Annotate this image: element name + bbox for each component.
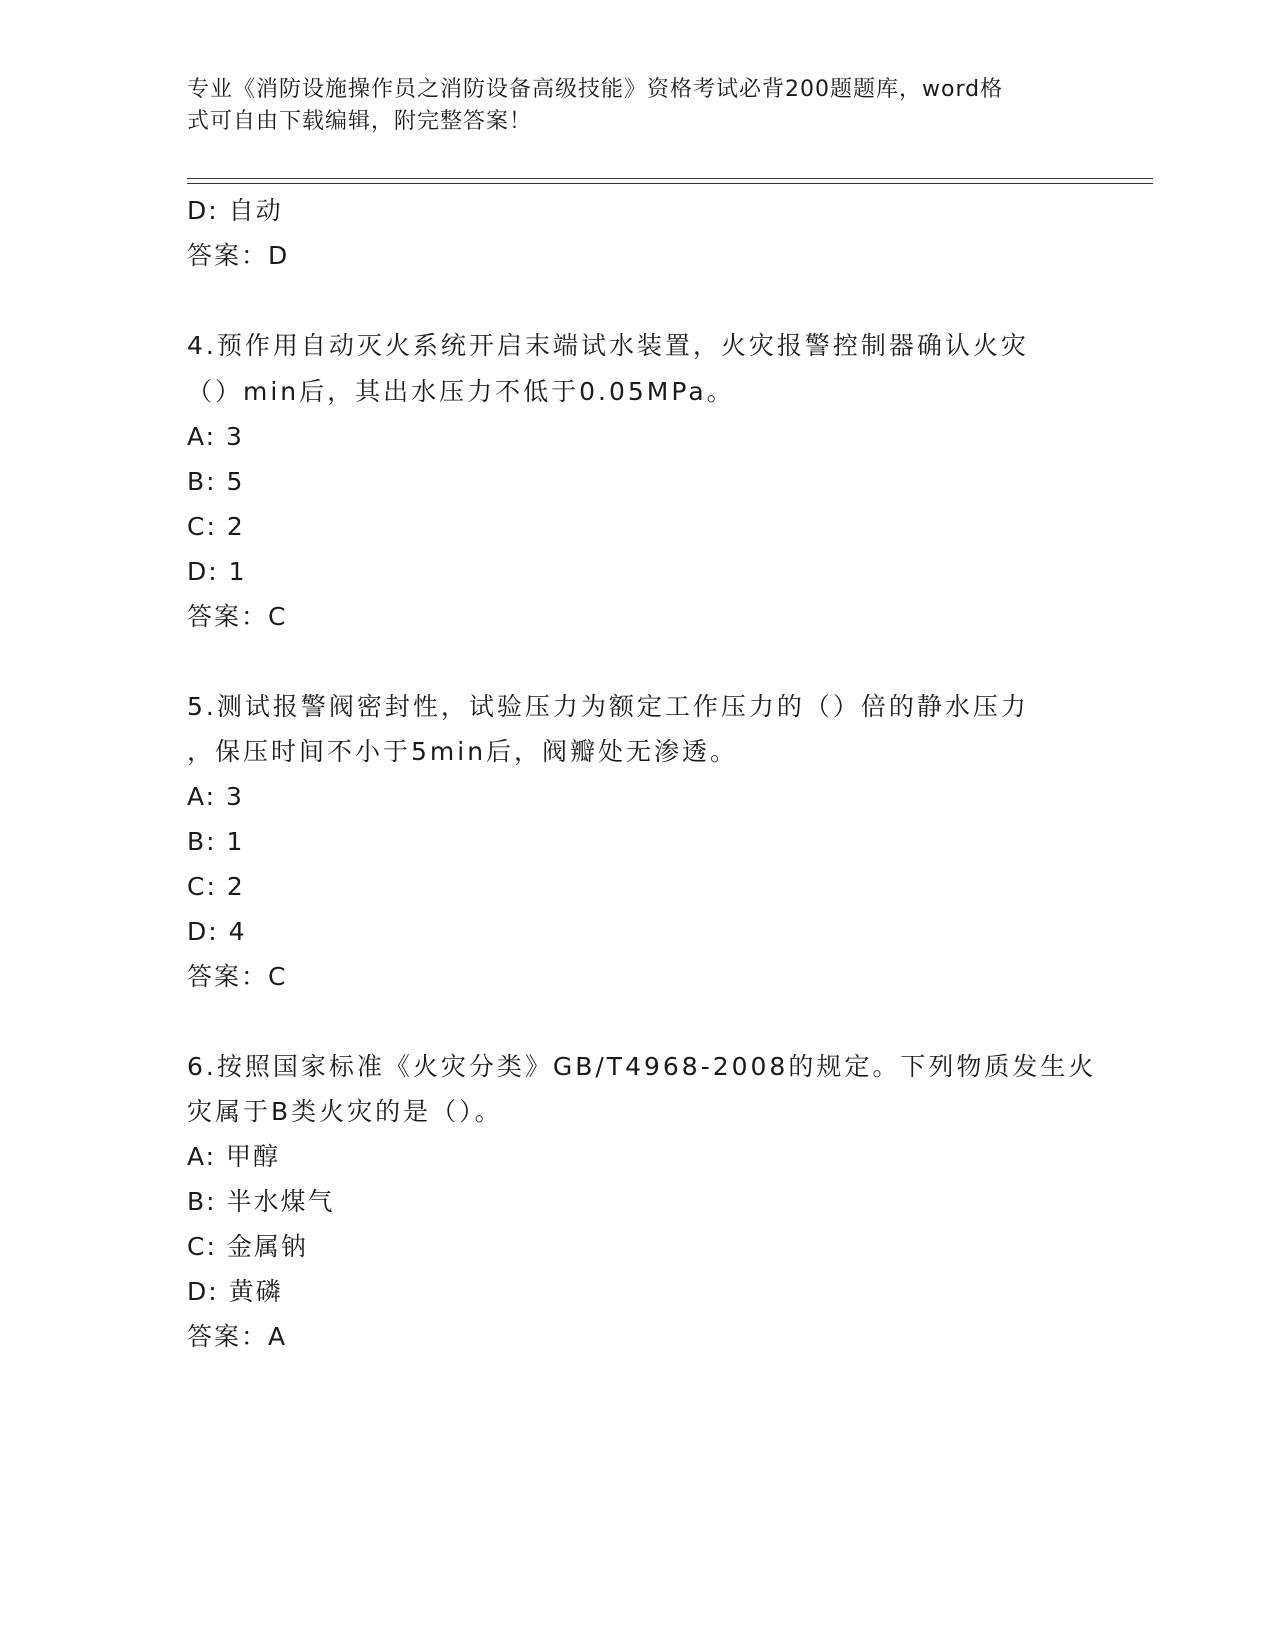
q6-answer: 答案：A xyxy=(187,1322,288,1351)
q4-option-d: D: 1 xyxy=(187,557,247,586)
header-rule-bottom xyxy=(187,183,1153,184)
q5-option-c: C: 2 xyxy=(187,872,245,901)
q6-stem-line-1: 6.按照国家标准《火灾分类》GB/T4968-2008的规定。下列物质发生火 xyxy=(187,1052,1097,1081)
q5-option-d: D: 4 xyxy=(187,917,247,946)
q4-option-b: B: 5 xyxy=(187,467,245,496)
q4-stem-line-2: （）min后，其出水压力不低于0.05MPa。 xyxy=(187,377,735,406)
q4-option-a: A: 3 xyxy=(187,422,244,451)
header-rule-top xyxy=(187,178,1153,179)
q5-stem-line-2: ，保压时间不小于5min后，阀瓣处无渗透。 xyxy=(187,737,739,766)
prev-option-d: D: 自动 xyxy=(187,196,283,225)
q4-answer: 答案：C xyxy=(187,602,288,631)
header-line-1: 专业《消防设施操作员之消防设备高级技能》资格考试必背200题题库，word格 xyxy=(187,77,1004,102)
q6-option-c: C: 金属钠 xyxy=(187,1232,308,1261)
q5-option-b: B: 1 xyxy=(187,827,245,856)
document-header xyxy=(187,74,1067,138)
q4-stem-line-1: 4.预作用自动灭火系统开启末端试水装置，火灾报警控制器确认火灾 xyxy=(187,331,1029,360)
q6-option-a: A: 甲醇 xyxy=(187,1142,281,1171)
header-line-2: 式可自由下载编辑，附完整答案！ xyxy=(187,109,533,134)
q5-stem-line-1: 5.测试报警阀密封性，试验压力为额定工作压力的（）倍的静水压力 xyxy=(187,692,1029,721)
q6-option-b: B: 半水煤气 xyxy=(187,1187,335,1216)
q6-option-d: D: 黄磷 xyxy=(187,1277,283,1306)
q5-option-a: A: 3 xyxy=(187,782,244,811)
q6-stem-line-2: 灾属于B类火灾的是（）。 xyxy=(187,1097,503,1126)
q5-answer: 答案：C xyxy=(187,962,288,991)
prev-answer: 答案：D xyxy=(187,241,290,270)
q4-option-c: C: 2 xyxy=(187,512,245,541)
